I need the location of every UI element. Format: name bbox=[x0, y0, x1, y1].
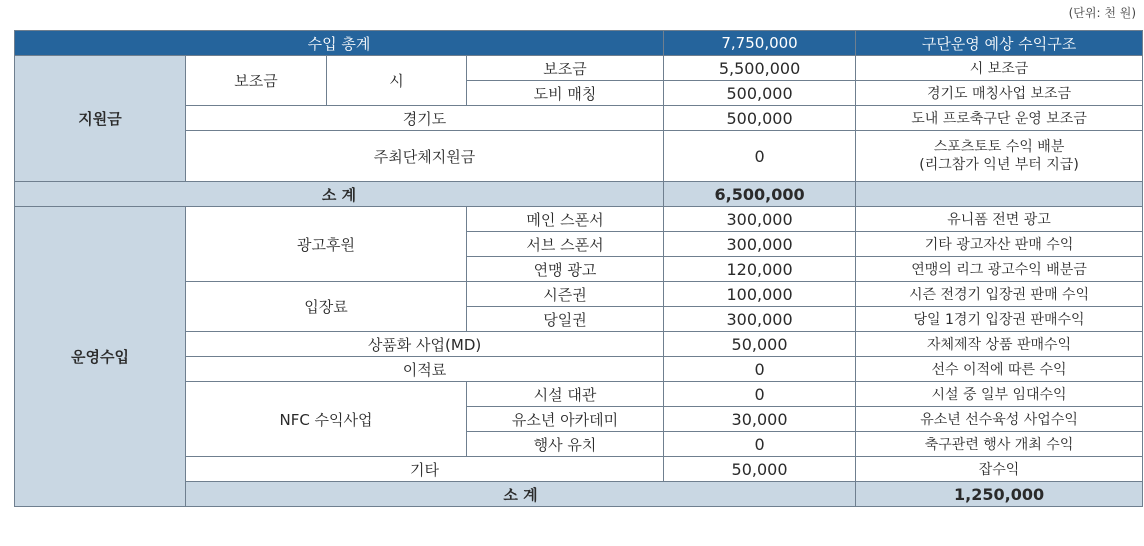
category-operating: 운영수입 bbox=[15, 207, 186, 507]
city-label: 시 bbox=[327, 56, 467, 106]
item-label: 서브 스폰서 bbox=[467, 232, 664, 257]
amount-value: 5,500,000 bbox=[664, 56, 856, 81]
description: 시즌 전경기 입장권 판매 수익 bbox=[856, 282, 1143, 307]
item-label: 주최단체지원금 bbox=[186, 131, 664, 182]
description: 시설 중 일부 임대수익 bbox=[856, 382, 1143, 407]
unit-note: (단위: 천 원) bbox=[1068, 6, 1136, 20]
amount-value: 0 bbox=[664, 382, 856, 407]
item-label: 경기도 bbox=[186, 106, 664, 131]
amount-value: 0 bbox=[664, 432, 856, 457]
item-label: 연맹 광고 bbox=[467, 257, 664, 282]
amount-value: 300,000 bbox=[664, 232, 856, 257]
description: 유소년 선수육성 사업수익 bbox=[856, 407, 1143, 432]
description: 축구관련 행사 개최 수익 bbox=[856, 432, 1143, 457]
header-title: 수입 총계 bbox=[15, 31, 664, 56]
table-row bbox=[15, 56, 1143, 81]
description: 선수 이적에 따른 수익 bbox=[856, 357, 1143, 382]
description: 시 보조금 bbox=[856, 56, 1143, 81]
amount-value: 50,000 bbox=[664, 332, 856, 357]
description: 기타 광고자산 판매 수익 bbox=[856, 232, 1143, 257]
ads-label: 광고후원 bbox=[186, 207, 467, 282]
item-label: 유소년 아카데미 bbox=[467, 407, 664, 432]
description: 당일 1경기 입장권 판매수익 bbox=[856, 307, 1143, 332]
item-label: 메인 스폰서 bbox=[467, 207, 664, 232]
table-header-row bbox=[15, 31, 1143, 56]
subtotal-value: 6,500,000 bbox=[664, 182, 856, 207]
amount-value: 500,000 bbox=[664, 106, 856, 131]
item-label: 기타 bbox=[186, 457, 664, 482]
item-label: 시설 대관 bbox=[467, 382, 664, 407]
item-label: 당일권 bbox=[467, 307, 664, 332]
description: 잡수익 bbox=[856, 457, 1143, 482]
amount-value: 120,000 bbox=[664, 257, 856, 282]
subtotal-desc bbox=[856, 182, 1143, 207]
item-label: 도비 매칭 bbox=[467, 81, 664, 106]
revenue-table bbox=[14, 30, 1143, 507]
description bbox=[856, 131, 1143, 182]
description: 도내 프로축구단 운영 보조금 bbox=[856, 106, 1143, 131]
header-total: 7,750,000 bbox=[664, 31, 856, 56]
amount-value: 300,000 bbox=[664, 307, 856, 332]
amount-value: 30,000 bbox=[664, 407, 856, 432]
description-line-2: (리그참가 익년 부터 지급) bbox=[919, 157, 1079, 173]
nfc-label: NFC 수익사업 bbox=[186, 382, 467, 457]
description: 유니폼 전면 광고 bbox=[856, 207, 1143, 232]
amount-value: 50,000 bbox=[664, 457, 856, 482]
admission-label: 입장료 bbox=[186, 282, 467, 332]
subsidy-label: 보조금 bbox=[186, 56, 327, 106]
item-label: 시즌권 bbox=[467, 282, 664, 307]
description: 자체제작 상품 판매수익 bbox=[856, 332, 1143, 357]
subtotal-label: 소 계 bbox=[15, 182, 664, 207]
amount-value: 300,000 bbox=[664, 207, 856, 232]
subtotal-value: 1,250,000 bbox=[856, 482, 1143, 507]
description-line-1: 스포츠토토 수익 배분 bbox=[933, 139, 1065, 155]
description: 경기도 매칭사업 보조금 bbox=[856, 81, 1143, 106]
amount-value: 100,000 bbox=[664, 282, 856, 307]
subtotal-label: 소 계 bbox=[186, 482, 856, 507]
amount-value: 500,000 bbox=[664, 81, 856, 106]
category-support: 지원금 bbox=[15, 56, 186, 182]
subtotal-row bbox=[15, 182, 1143, 207]
table-row bbox=[15, 207, 1143, 232]
item-label: 이적료 bbox=[186, 357, 664, 382]
header-desc-title: 구단운영 예상 수익구조 bbox=[856, 31, 1143, 56]
description: 연맹의 리그 광고수익 배분금 bbox=[856, 257, 1143, 282]
item-label: 상품화 사업(MD) bbox=[186, 332, 664, 357]
amount-value: 0 bbox=[664, 131, 856, 182]
item-label: 행사 유치 bbox=[467, 432, 664, 457]
amount-value: 0 bbox=[664, 357, 856, 382]
item-label: 보조금 bbox=[467, 56, 664, 81]
